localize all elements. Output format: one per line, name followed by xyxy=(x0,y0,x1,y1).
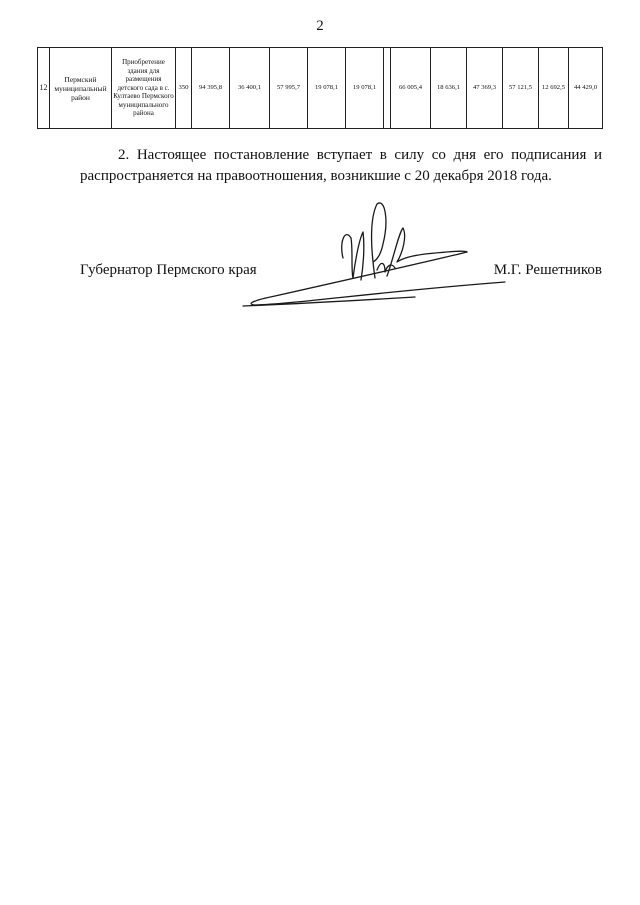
value-cell: 18 636,1 xyxy=(431,48,467,129)
body-paragraph: 2. Настоящее постановление вступает в силу со дня его подписания и распространяется на правоотношения, возникшие с 20 декабря 2018 года. xyxy=(80,147,602,184)
value-cell: 19 078,1 xyxy=(346,48,384,129)
value-cell: 12 692,5 xyxy=(539,48,569,129)
value-cell: 19 078,1 xyxy=(308,48,346,129)
description-cell: Приобретение здания для размещения детского сада в с. Култаево Пермского муниципального района xyxy=(112,48,176,129)
value-cell: 57 995,7 xyxy=(270,48,308,129)
value-cell: 94 395,8 xyxy=(192,48,230,129)
signer-title: Губернатор Пермского края xyxy=(80,262,257,278)
value-cell: 36 400,1 xyxy=(230,48,270,129)
row-index: 12 xyxy=(38,48,50,129)
capacity-cell: 350 xyxy=(176,48,192,129)
value-cell: 57 121,5 xyxy=(503,48,539,129)
district-cell: Пермский муниципальный район xyxy=(50,48,112,129)
page-number: 2 xyxy=(316,18,324,34)
value-cell: 44 429,0 xyxy=(569,48,603,129)
funding-table xyxy=(37,47,603,129)
signer-name: М.Г. Решетников xyxy=(493,262,602,278)
table-row xyxy=(38,48,603,129)
signature-block xyxy=(80,262,602,279)
value-cell: 66 005,4 xyxy=(391,48,431,129)
value-cell: 47 369,3 xyxy=(467,48,503,129)
value-cell xyxy=(384,48,391,129)
handwritten-signature xyxy=(235,200,525,315)
